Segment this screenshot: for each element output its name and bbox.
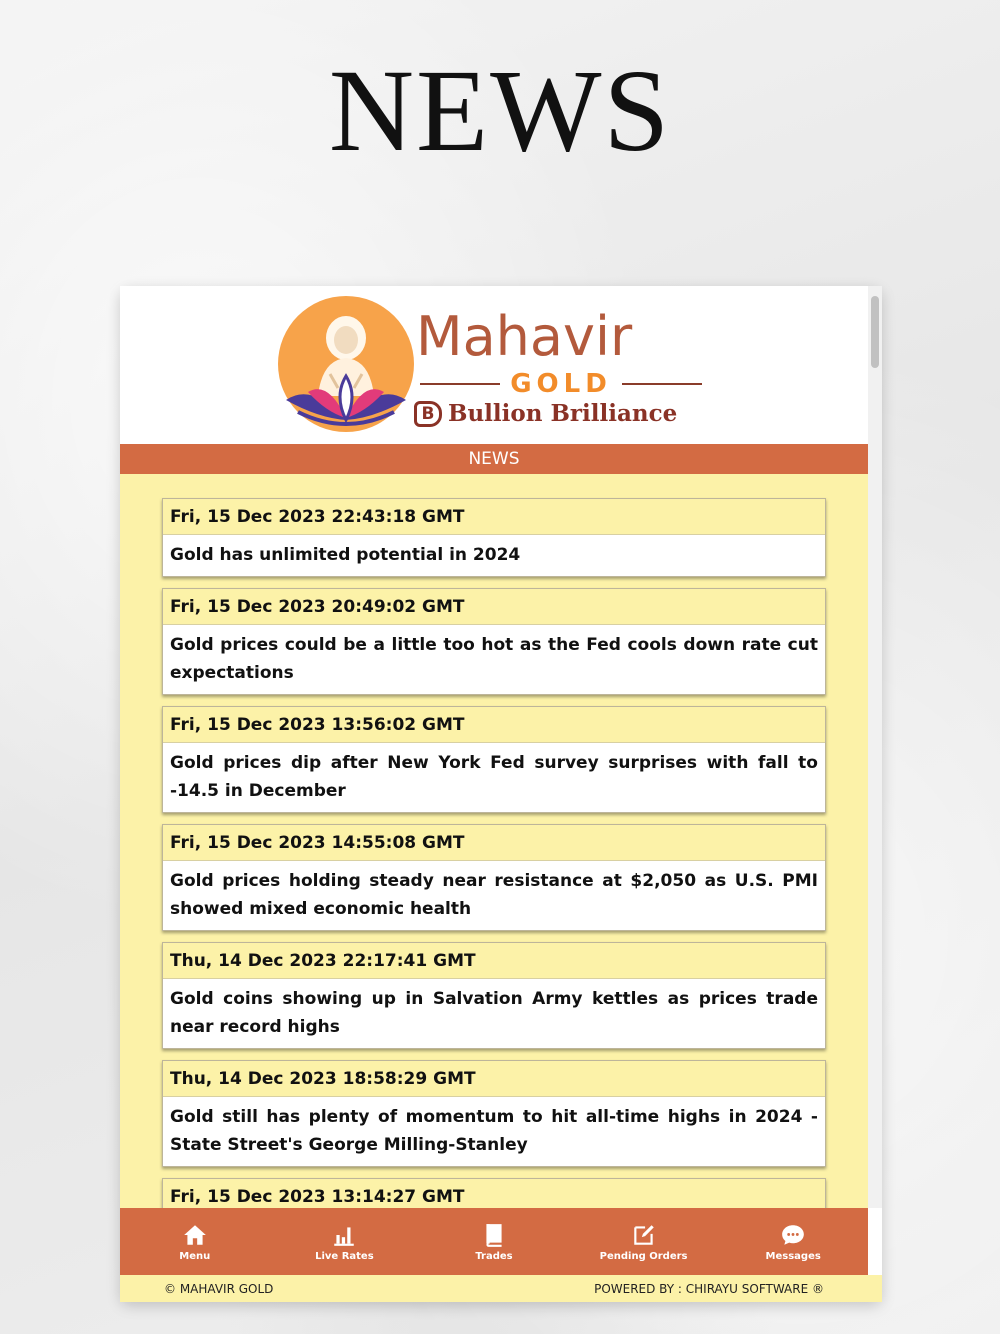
logo-emblem xyxy=(278,296,414,432)
news-headline: Gold prices dip after New York Fed survey surprises with fall to -14.5 in December xyxy=(163,743,825,812)
nav-messages[interactable] xyxy=(718,1208,868,1275)
news-list xyxy=(162,498,826,1268)
brand-logo xyxy=(120,286,868,444)
news-headline: Gold has unlimited potential in 2024 xyxy=(163,535,825,576)
nav-label: Pending Orders xyxy=(599,1251,688,1262)
chat-icon xyxy=(780,1222,806,1248)
scrollbar-thumb[interactable] xyxy=(871,296,879,368)
nav-label: Live Rates xyxy=(315,1251,374,1262)
divider xyxy=(420,383,500,385)
meditating-figure-icon xyxy=(278,296,414,432)
divider xyxy=(622,383,702,385)
news-date: Fri, 15 Dec 2023 13:56:02 GMT xyxy=(163,707,825,743)
brand-tagline-row xyxy=(414,400,677,427)
bottom-nav xyxy=(120,1208,868,1275)
news-date: Fri, 15 Dec 2023 14:55:08 GMT xyxy=(163,825,825,861)
book-icon xyxy=(481,1222,507,1248)
news-card[interactable] xyxy=(162,588,826,695)
bar-chart-icon xyxy=(331,1222,357,1248)
news-headline: Gold coins showing up in Salvation Army kettles as prices trade near record highs xyxy=(163,979,825,1048)
brand-name: Mahavir xyxy=(416,305,633,368)
page-title: NEWS xyxy=(120,444,868,474)
powered-by-text: POWERED BY : CHIRAYU SOFTWARE ® xyxy=(594,1281,824,1296)
news-date: Fri, 15 Dec 2023 13:14:27 GMT xyxy=(163,1179,825,1215)
nav-label: Trades xyxy=(475,1251,513,1262)
news-date: Fri, 15 Dec 2023 22:43:18 GMT xyxy=(163,499,825,535)
app-screen xyxy=(120,286,882,1302)
nav-label: Menu xyxy=(179,1251,211,1262)
news-card[interactable] xyxy=(162,942,826,1049)
news-feed[interactable] xyxy=(120,474,868,1208)
news-headline: Gold prices could be a little too hot as the Fed cools down rate cut expectations xyxy=(163,625,825,694)
news-date: Fri, 15 Dec 2023 20:49:02 GMT xyxy=(163,589,825,625)
news-headline: Gold still has plenty of momentum to hit all-time highs in 2024 - State Street's George Milling-Stanley xyxy=(163,1097,825,1166)
nav-live-rates[interactable] xyxy=(270,1208,420,1275)
news-headline: Gold prices holding steady near resistance at $2,050 as U.S. PMI showed mixed economic health xyxy=(163,861,825,930)
news-date: Thu, 14 Dec 2023 18:58:29 GMT xyxy=(163,1061,825,1097)
promo-title: NEWS xyxy=(328,45,672,176)
news-card[interactable] xyxy=(162,1060,826,1167)
news-card[interactable] xyxy=(162,824,826,931)
news-date: Thu, 14 Dec 2023 22:17:41 GMT xyxy=(163,943,825,979)
brand-sub-row xyxy=(420,370,702,398)
brand-tagline: Bullion Brilliance xyxy=(448,400,678,427)
nav-menu[interactable] xyxy=(120,1208,270,1275)
nav-label: Messages xyxy=(765,1251,821,1262)
nav-trades[interactable] xyxy=(419,1208,569,1275)
footer xyxy=(120,1275,882,1302)
news-card[interactable] xyxy=(162,498,826,577)
scrollbar[interactable] xyxy=(868,286,882,1208)
b-mark-icon: B xyxy=(414,401,442,427)
news-card[interactable] xyxy=(162,706,826,813)
home-icon xyxy=(182,1222,208,1248)
edit-icon xyxy=(631,1222,657,1248)
brand-sub: GOLD xyxy=(510,369,612,399)
copyright-text: © MAHAVIR GOLD xyxy=(164,1281,274,1296)
nav-pending-orders[interactable] xyxy=(569,1208,719,1275)
